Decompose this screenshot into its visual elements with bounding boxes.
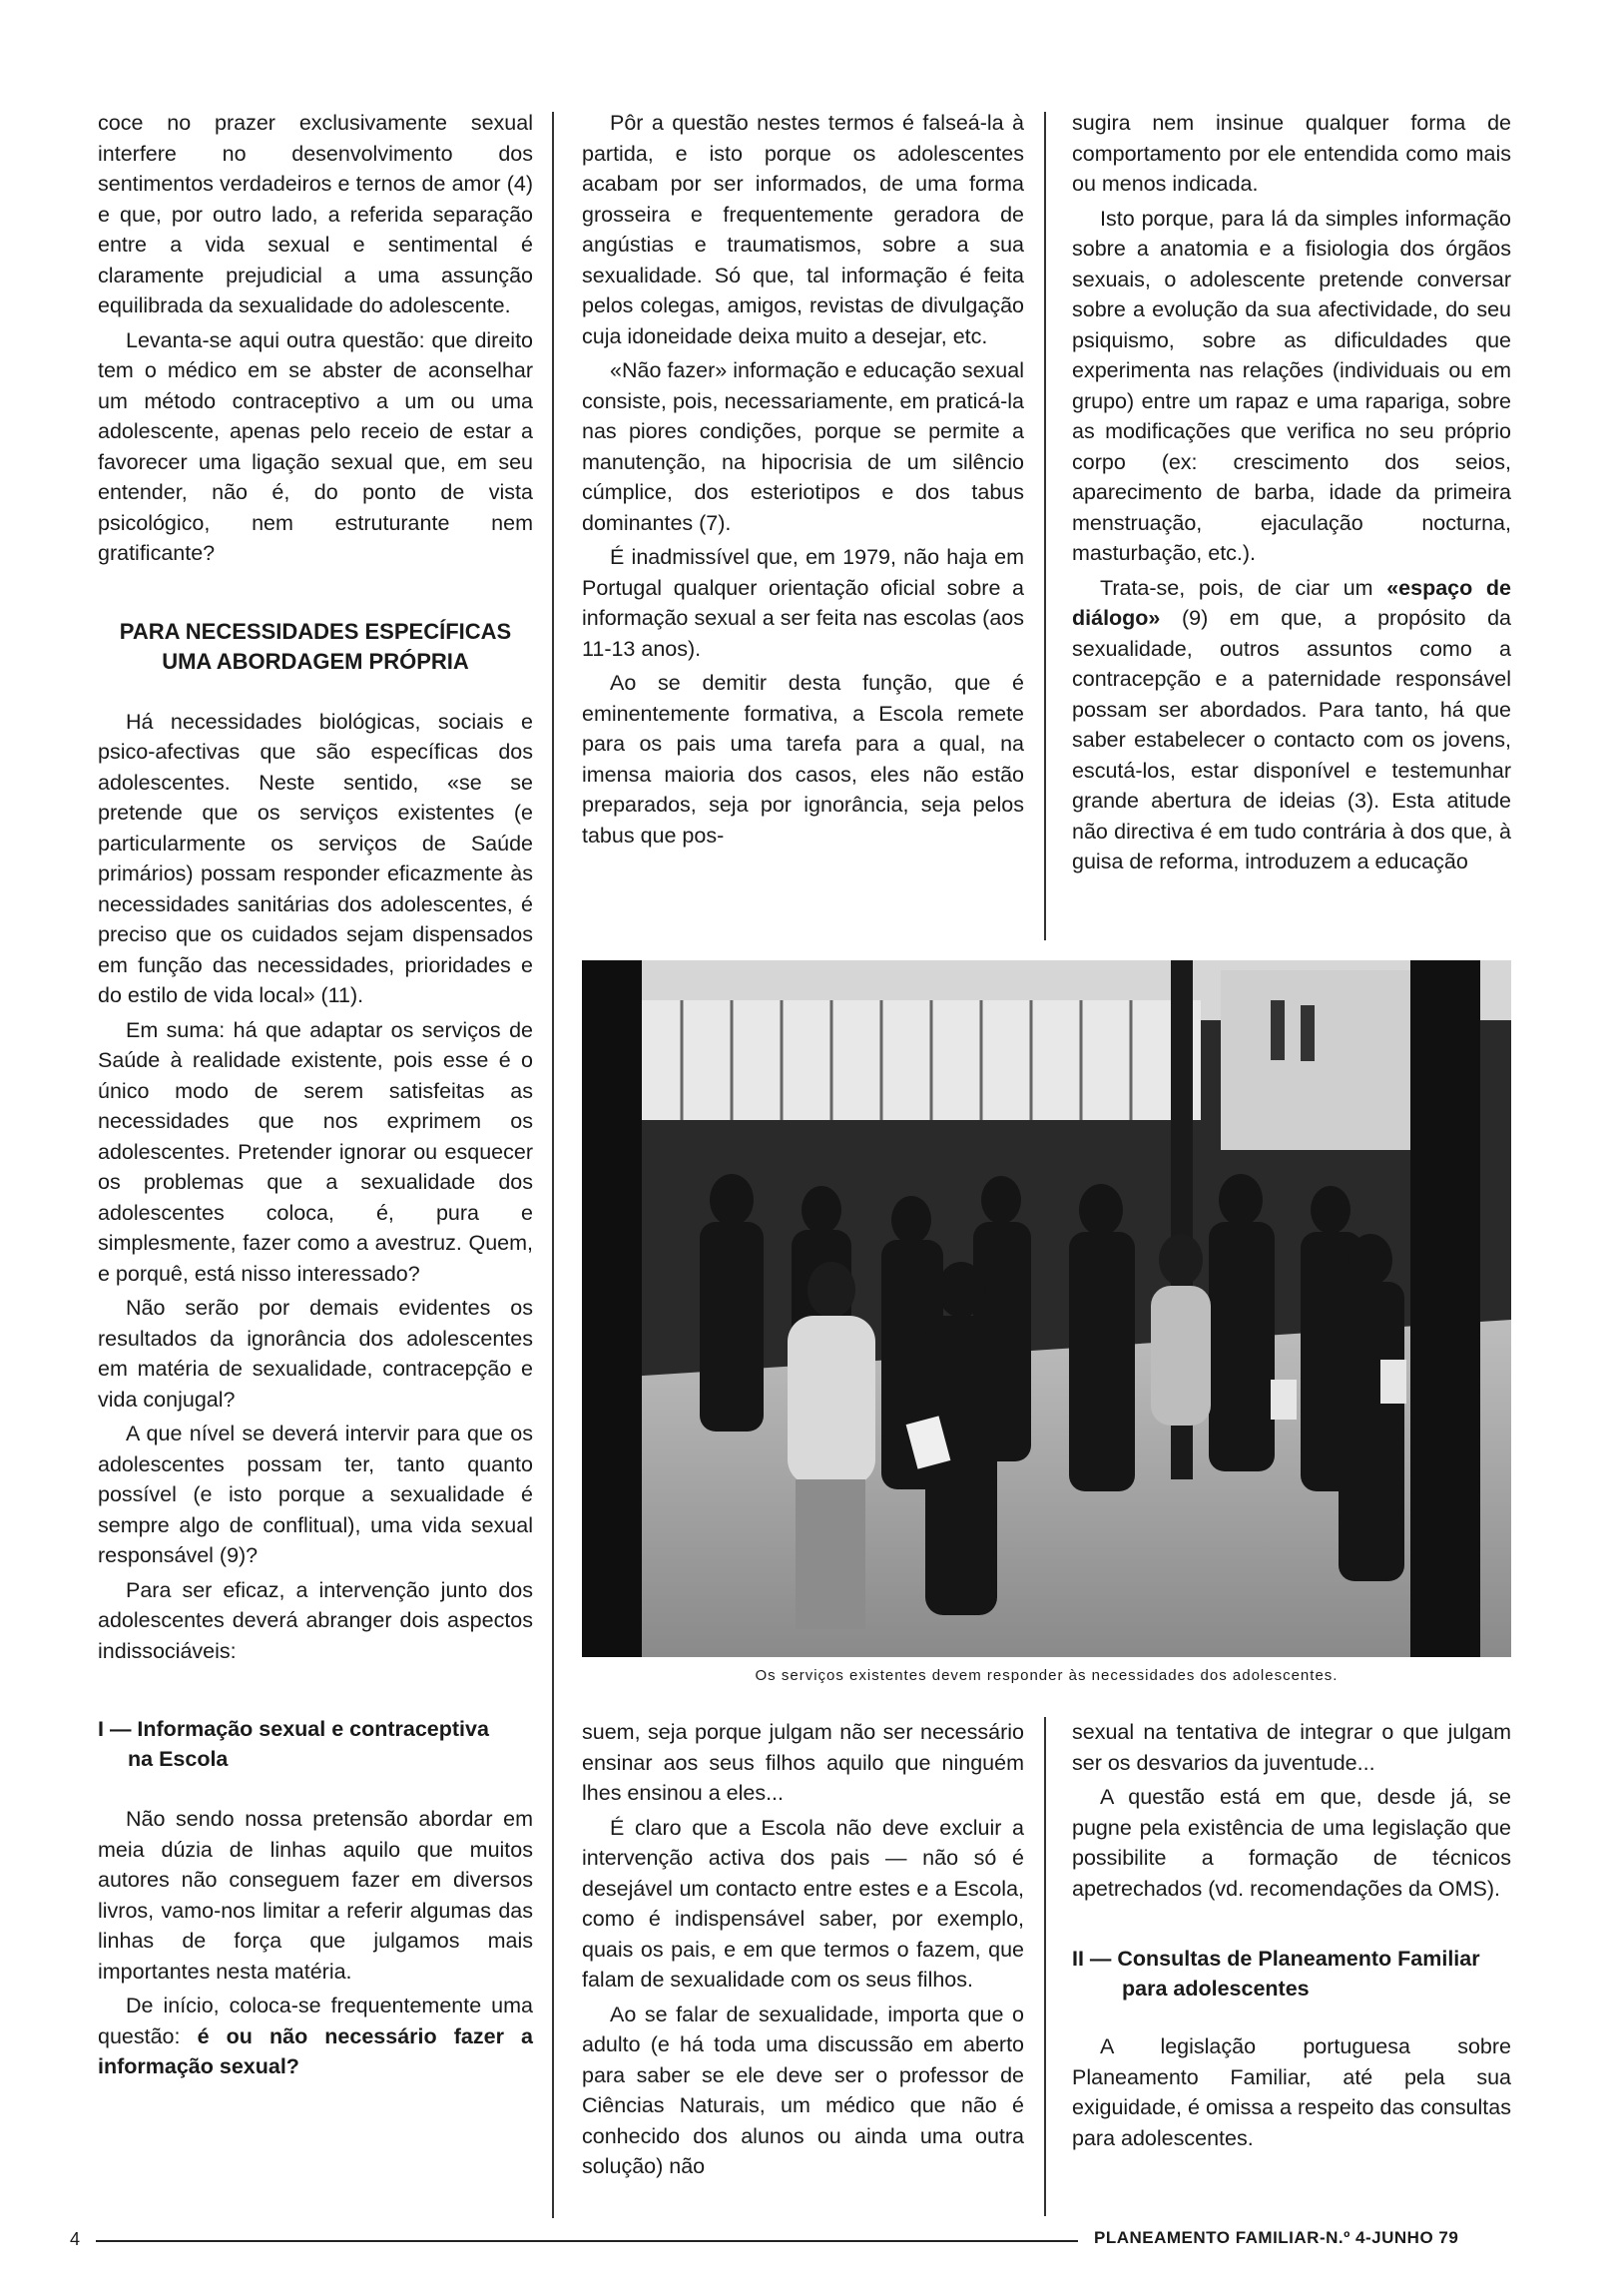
paragraph: Ao se falar de sexualidade, importa que o adulto (e há toda uma discussão em aberto para saber se ele deve ser o professor de Ciências Naturais, um médico que não é conhecido dos alunos ou ainda uma outra solução) não bbox=[582, 2002, 1024, 2178]
bold-phrase: «espaço de diálogo» bbox=[1072, 575, 1511, 630]
section-heading bbox=[98, 617, 533, 677]
paragraph: Não serão por demais evidentes os resultados da ignorância dos adolescentes em matéria de sexualidade, contracepção e vida conjugal? bbox=[98, 1296, 533, 1412]
paragraph: Isto porque, para lá da simples informação sobre a anatomia e a fisiologia dos órgãos sexuais, o adolescente pretende conversar sobre a evolução da sua afectividade, do seu psiquismo, sobre as dificuldades que experimenta nas relações (individuais ou em grupo) entre um rapaz e uma rapariga, sobre as modificações que verifica no seu próprio corpo (ex: crescimento dos seios, aparecimento de barba, idade da primeira menstruação, ejaculação nocturna, masturbação, etc.). bbox=[1072, 206, 1511, 565]
column-divider bbox=[552, 112, 554, 2218]
paragraph: Ao se demitir desta função, que é eminentemente formativa, a Escola remete para os pais uma tarefa para a qual, na imensa maioria dos casos, eles não estão preparados, seja por ignorância, seja pelos tabus que pos- bbox=[582, 671, 1024, 848]
paragraph: «Não fazer» informação e educação sexual consiste, pois, necessariamente, em praticá-la nas piores condições, porque se permite a manutenção, na hipocrisia de um silêncio cúmplice, dos esteriotipos e dos tabus dominantes (7). bbox=[582, 358, 1024, 535]
paragraph: Em suma: há que adaptar os serviços de Saúde à realidade existente, pois esse é o único modo de serem satisfeitas as necessidades que nos exprimem os adolescentes. Pretender ignorar ou esquecer os problemas que a sexualidade dos adolescentes coloca, é, pura e simplesmente, fazer como a avestruz. Quem, e porquê, está nisso interessado? bbox=[98, 1017, 533, 1286]
column-divider bbox=[1044, 1717, 1046, 2216]
paragraph: sugira nem insinue qualquer forma de comportamento por ele entendida como mais ou menos indicada. bbox=[1072, 111, 1511, 196]
column-1 bbox=[98, 108, 533, 2086]
paragraph-text: De início, coloca-se frequentemente uma questão: bbox=[98, 1994, 533, 2048]
paragraph bbox=[1072, 573, 1511, 877]
subheading-line: II — Consultas de Planeamento Familiar bbox=[1072, 1947, 1480, 1971]
page-number: 4 bbox=[70, 2229, 81, 2249]
column-divider bbox=[1044, 112, 1046, 940]
subheading-line: para adolescentes bbox=[1122, 1977, 1310, 2001]
footer-title: PLANEAMENTO FAMILIAR-N.º 4-JUNHO 79 bbox=[1094, 2228, 1459, 2247]
paragraph: coce no prazer exclusivamente sexual interfere no desenvolvimento dos sentimentos verdadeiros e ternos de amor (4) e que, por outro lado, a referida separação entre a vida sexual e sentimental é claramente prejudicial a uma assunção equilibrada da sexualidade do adolescente. bbox=[98, 111, 533, 317]
column-2-continued bbox=[582, 1717, 1024, 2186]
photo-illustration bbox=[582, 960, 1511, 1657]
subheading-line: na Escola bbox=[128, 1747, 229, 1771]
paragraph-text: (9) em que, a propósito da sexualidade, outros assuntos como a contracepção e a paternidade responsável possam ser abordados. Para tanto, há que saber estabelecer o contacto com os jovens, escutá-los, estar disponível e testemunhar grande abertura de ideias (3). Esta atitude não directiva é em tudo contrária à dos que, à guisa de reforma, introduzem a educação bbox=[1072, 606, 1511, 873]
paragraph: A legislação portuguesa sobre Planeamento Familiar, até pela sua exiguidade, é omissa a respeito das consultas para adolescentes. bbox=[1072, 2034, 1511, 2150]
paragraph: Há necessidades biológicas, sociais e psico-afectivas que são específicas dos adolescentes. Neste sentido, «se se pretende que os serviços existentes (e particularmente os serviços de Saúde primários) possam responder eficazmente às necessidades sanitárias dos adolescentes, é preciso que os cuidados sejam dispensados em função das necessidades, prioridades e do estilo de vida local» (11). bbox=[98, 709, 533, 1007]
heading-line: UMA ABORDAGEM PRÓPRIA bbox=[162, 648, 469, 674]
subsection-heading bbox=[1072, 1944, 1511, 2004]
paragraph: A que nível se deverá intervir para que os adolescentes possam ter, tanto quanto possível (e isto porque a sexualidade é sempre algo de conflitual), uma vida sexual responsável (9)? bbox=[98, 1422, 533, 1567]
paragraph: suem, seja porque julgam não ser necessário ensinar aos seus filhos aquilo que ninguém lhes ensinou a eles... bbox=[582, 1720, 1024, 1805]
column-2 bbox=[582, 108, 1024, 855]
paragraph bbox=[98, 1991, 533, 2082]
subheading-line: I — Informação sexual e contraceptiva bbox=[98, 1717, 489, 1741]
paragraph: Para ser eficaz, a intervenção junto dos adolescentes deverá abranger dois aspectos indissociáveis: bbox=[98, 1577, 533, 1663]
footer-rule bbox=[96, 2240, 1078, 2242]
paragraph-text: Trata-se, pois, de ciar um bbox=[1100, 575, 1387, 600]
paragraph: A questão está em que, desde já, se pugne pela existência de uma legislação que possibilite a formação de técnicos apetrechados (vd. recomendações da OMS). bbox=[1072, 1785, 1511, 1901]
heading-line: PARA NECESSIDADES ESPECÍFICAS bbox=[119, 618, 512, 644]
column-3 bbox=[1072, 108, 1511, 881]
column-3-continued bbox=[1072, 1717, 1511, 2157]
subsection-heading bbox=[98, 1714, 533, 1774]
bold-question: é ou não necessário fazer a informação sexual? bbox=[98, 2023, 533, 2078]
paragraph: sexual na tentativa de integrar o que julgam ser os desvarios da juventude... bbox=[1072, 1720, 1511, 1775]
paragraph: É claro que a Escola não deve excluir a intervenção activa dos pais — não só é desejável um contacto entre estes e a Escola, como é indispensável saber, por exemplo, quais os pais, e em que termos o fazem, que falam de sexualidade com os seus filhos. bbox=[582, 1815, 1024, 1992]
photo-caption: Os serviços existentes devem responder às necessidades dos adolescentes. bbox=[755, 1667, 1339, 1684]
paragraph: Não sendo nossa pretensão abordar em meia dúzia de linhas aquilo que muitos autores não conseguem fazer em diversos livros, vamo-nos limitar a referir algumas das linhas de força que julgamos mais importantes nesta matéria. bbox=[98, 1807, 533, 1984]
paragraph: Pôr a questão nestes termos é falseá-la à partida, e isto porque os adolescentes acabam por ser informados, de uma forma grosseira e frequentemente geradora de angústias e traumatismos, sobre a sua sexualidade. Só que, tal informação é feita pelos colegas, amigos, revistas de divulgação cuja idoneidade deixa muito a desejar, etc. bbox=[582, 111, 1024, 348]
paragraph: Levanta-se aqui outra questão: que direito tem o médico em se abster de aconselhar um método contraceptivo a um ou uma adolescente, apenas pelo receio de estar a favorecer uma ligação sexual que, em seu entender, não é, do ponto de vista psicológico, nem estruturante nem gratificante? bbox=[98, 327, 533, 565]
photograph bbox=[582, 960, 1511, 1657]
paragraph: É inadmissível que, em 1979, não haja em Portugal qualquer orientação oficial sobre a informação sexual a ser feita nas escolas (aos 11-13 anos). bbox=[582, 545, 1024, 661]
